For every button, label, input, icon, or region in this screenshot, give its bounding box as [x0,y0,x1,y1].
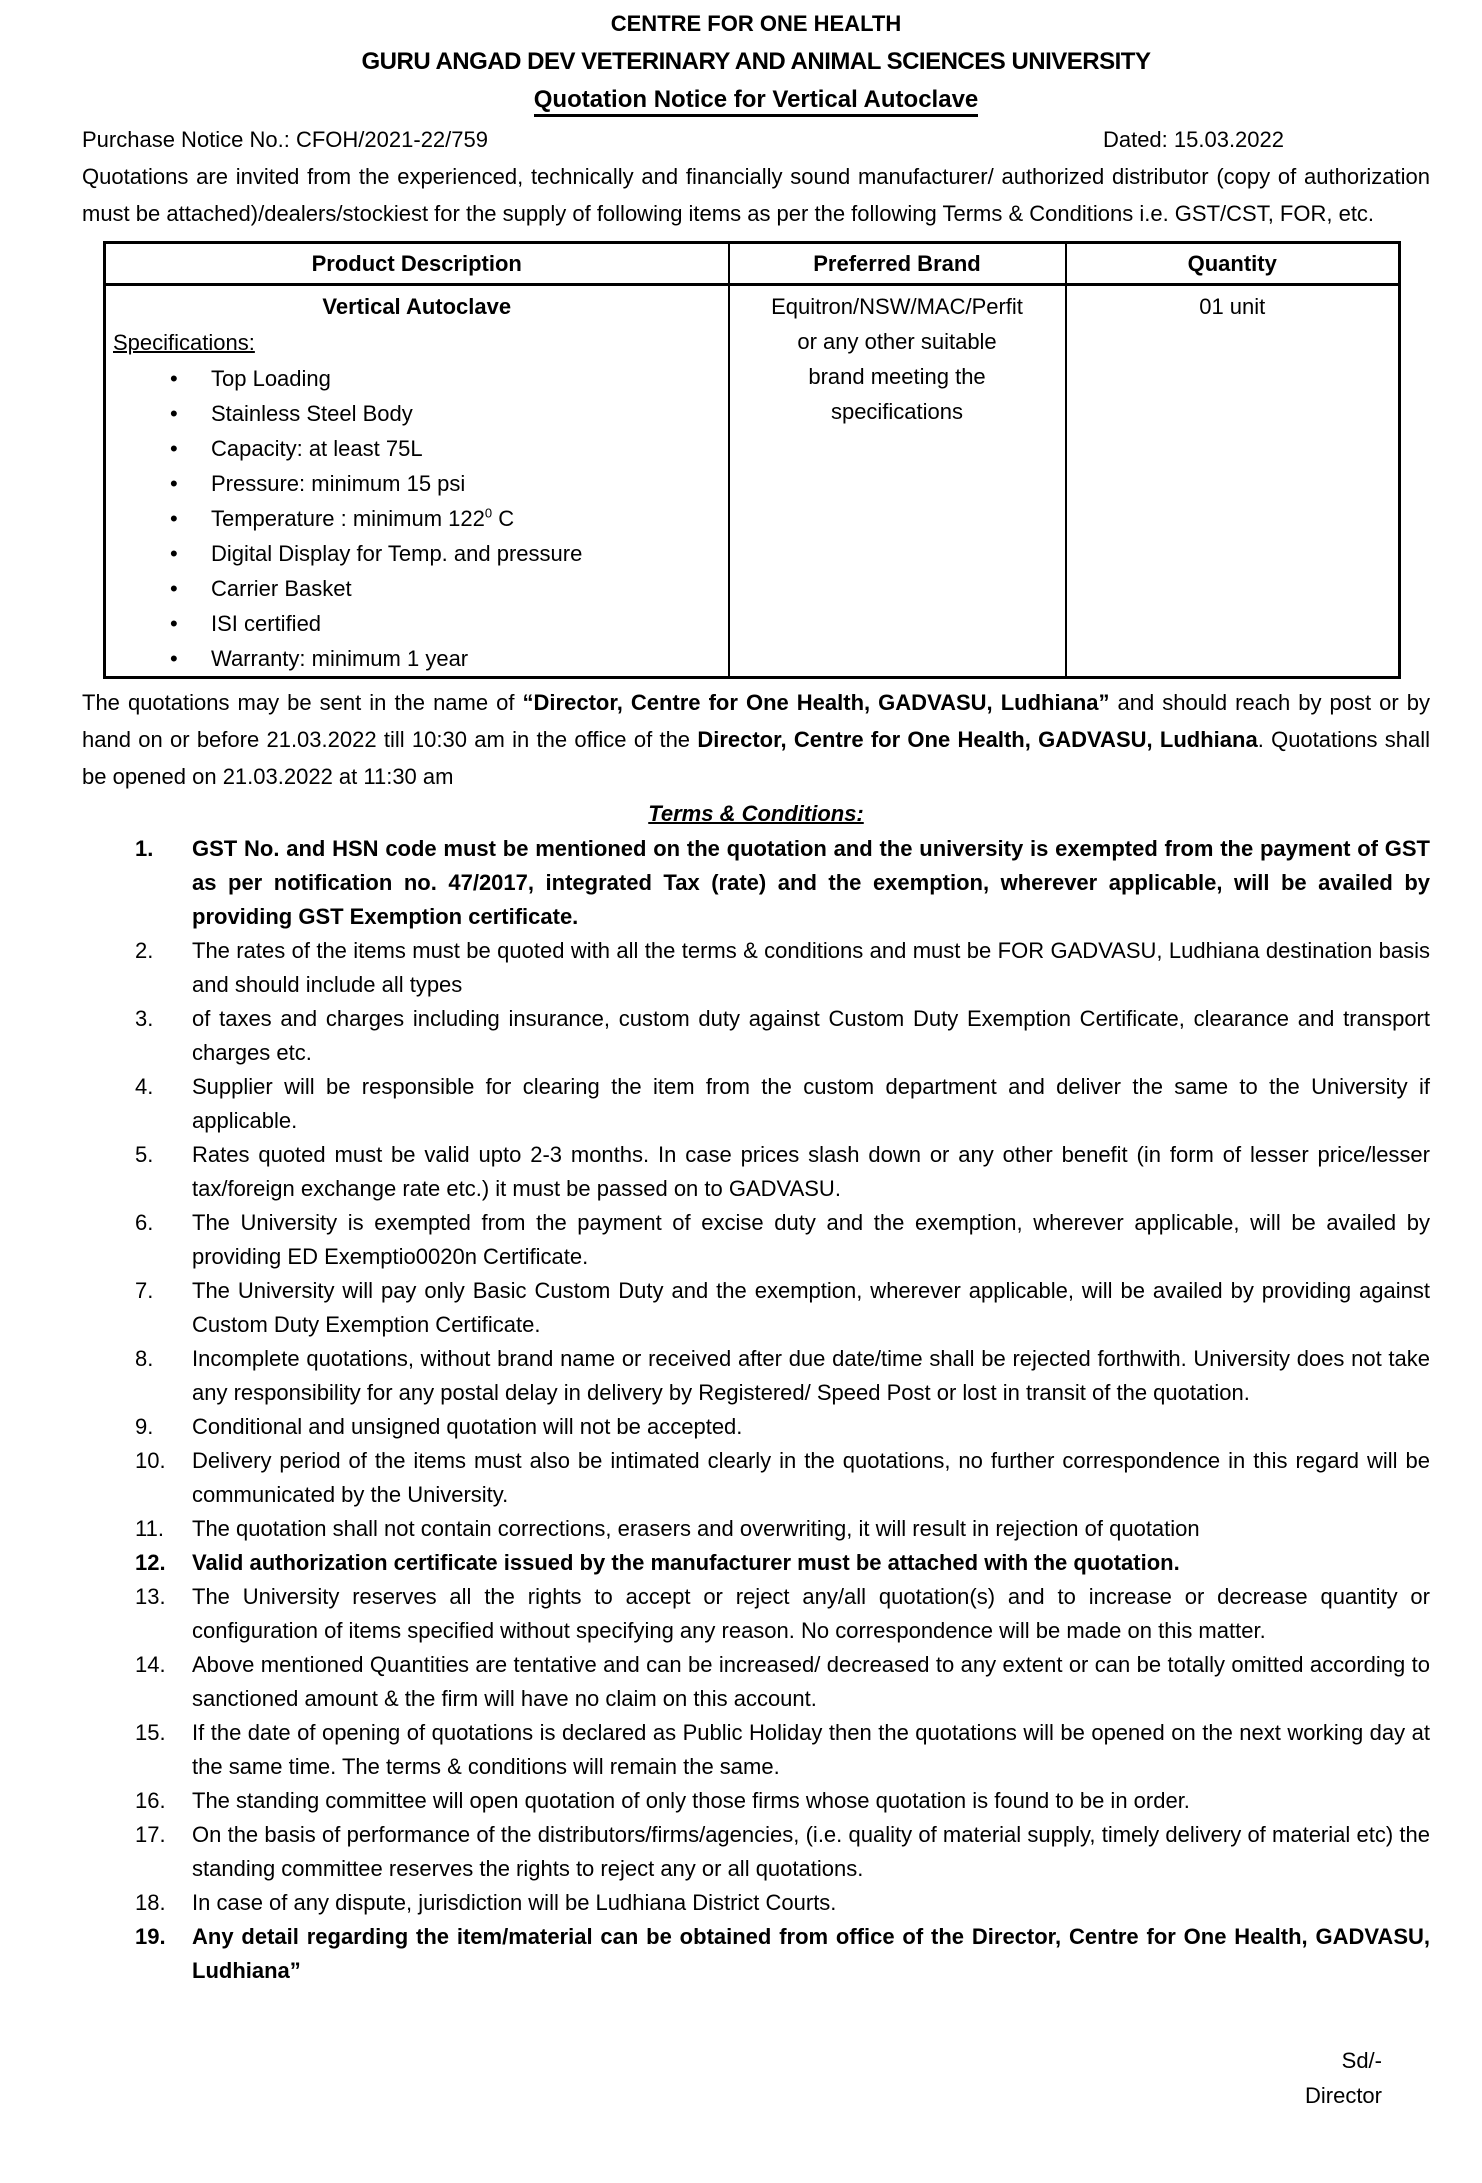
bullet-icon: • [170,366,178,391]
col-header-preferred-brand: Preferred Brand [729,243,1066,285]
purchase-notice-no: Purchase Notice No.: CFOH/2021-22/759 [82,127,488,152]
brand-line: Equitron/NSW/MAC/Perfit [771,294,1023,319]
dated: Dated: 15.03.2022 [1102,127,1284,152]
signature-block [82,2043,1382,2113]
spec-text: Stainless Steel Body [211,401,413,426]
term-row [82,1512,1430,1546]
closing-paragraph: The quotations may be sent in the name of “Director, Centre for One Health, GADVASU, Ludhiana” and should reach by post or by hand on or before 21.03.2022 till 10:30 am in the office of the Director, Centre for One Health, GADVASU, Ludhiana. Quotations shall be opened on 21.03.2022 at 11:30 am [82,690,1431,789]
term-number: 2. [135,938,154,963]
spec-text: Digital Display for Temp. and pressure [211,541,583,566]
spec-heading: Specifications: [113,330,255,355]
bullet-icon: • [170,506,178,531]
term-row [82,1138,1430,1206]
spec-item [106,431,728,466]
term-text: If the date of opening of quotations is declared as Public Holiday then the quotations will be opened on the next working day at the same time. The terms & conditions will remain the same. [192,1720,1430,1779]
spec-item [106,536,728,571]
bullet-icon: • [170,611,178,636]
spec-item [106,641,728,676]
term-row [82,1716,1430,1784]
brand-line: brand meeting the [808,364,986,389]
spec-text: Carrier Basket [211,576,352,601]
intro-paragraph: Quotations are invited from the experienced, technically and financially sound manufacturer/ authorized distributor (copy of authorization must be attached)/dealers/stockiest for the supply of following items as per the following Terms & Conditions i.e. GST/CST, FOR, etc. [82,164,1430,226]
term-text: Supplier will be responsible for clearing the item from the custom department and deliver the same to the University if applicable. [192,1074,1430,1133]
term-number: 5. [135,1142,154,1167]
term-number: 11. [135,1516,164,1541]
term-number: 19. [135,1924,166,1949]
quantity-value: 01 unit [1199,294,1266,319]
term-text: Above mentioned Quantities are tentative and can be increased/ decreased to any extent or can be totally omitted according to sanctioned amount & the firm will have no claim on this account. [192,1652,1430,1711]
term-number: 4. [135,1074,154,1099]
term-text: The University reserves all the rights to accept or reject any/all quotation(s) and to increase or decrease quantity or configuration of items specified without specifying any reason. No correspondence will be made on this matter. [192,1584,1430,1643]
spec-text: Top Loading [211,366,331,391]
bullet-icon: • [170,401,178,426]
spec-item [106,571,728,606]
meta-row [82,121,1430,158]
bullet-icon: • [170,541,178,566]
spec-text: Pressure: minimum 15 psi [211,471,466,496]
spec-item [106,606,728,641]
spec-item [106,361,728,396]
term-row [82,1580,1430,1648]
term-text: On the basis of performance of the distributors/firms/agencies, (i.e. quality of material supply, timely delivery of material etc) the standing committee reserves the rights to reject any or all quotations. [192,1822,1430,1881]
signature-sd: Sd/- [1341,2048,1382,2073]
term-number: 12. [135,1550,166,1575]
term-row [82,1886,1430,1920]
product-name: Vertical Autoclave [322,294,512,319]
quantity-cell [1066,285,1400,678]
term-number: 13. [135,1584,166,1609]
term-row [82,1342,1430,1410]
bullet-icon: • [170,471,178,496]
term-number: 8. [135,1346,154,1371]
terms-heading [82,795,1430,832]
table-header-row [105,243,1400,285]
notice-title-text: Quotation Notice for Vertical Autoclave [534,86,979,117]
term-text: Conditional and unsigned quotation will not be accepted. [192,1414,743,1439]
term-number: 1. [135,836,154,861]
brand-cell [729,285,1066,678]
term-text: The rates of the items must be quoted with all the terms & conditions and must be FOR GADVASU, Ludhiana destination basis and should include all types [192,938,1430,997]
term-number: 3. [135,1006,154,1031]
spec-text: Warranty: minimum 1 year [211,646,469,671]
col-header-quantity: Quantity [1066,243,1400,285]
spec-item [106,466,728,501]
term-row [82,934,1430,1002]
term-number: 7. [135,1278,154,1303]
spec-item [106,501,728,536]
header-university: GURU ANGAD DEV VETERINARY AND ANIMAL SCIENCES UNIVERSITY [361,48,1151,75]
term-text: The standing committee will open quotation of only those firms whose quotation is found to be in order. [192,1788,1190,1813]
term-row [82,1818,1430,1886]
col-header-product-description: Product Description [105,243,729,285]
spec-list [106,361,728,676]
terms-heading-text: Terms & Conditions: [648,801,864,826]
term-text: GST No. and HSN code must be mentioned on the quotation and the university is exempted from the payment of GST as per notification no. 47/2017, integrated Tax (rate) and the exemption, wherever applicable, will be availed by providing GST Exemption certificate. [192,836,1430,929]
term-text: Any detail regarding the item/material can be obtained from office of the Director, Centre for One Health, GADVASU, Ludhiana” [192,1924,1430,1983]
term-text: The University will pay only Basic Custom Duty and the exemption, wherever applicable, will be availed by providing against Custom Duty Exemption Certificate. [192,1278,1430,1337]
term-number: 14. [135,1652,166,1677]
spec-item [106,396,728,431]
brand-line: specifications [830,399,964,424]
term-row [82,1920,1430,1988]
term-text: Rates quoted must be valid upto 2-3 months. In case prices slash down or any other benefit (in form of lesser price/lesser tax/foreign exchange rate etc.) it must be passed on to GADVASU. [192,1142,1430,1201]
signature-title: Director [1304,2083,1382,2108]
term-row [82,1648,1430,1716]
term-text: Delivery period of the items must also be intimated clearly in the quotations, no further correspondence in this regard will be communicated by the University. [192,1448,1430,1507]
term-text: of taxes and charges including insurance, custom duty against Custom Duty Exemption Certificate, clearance and transport charges etc. [192,1006,1430,1065]
term-row [82,1002,1430,1070]
notice-title [82,81,1430,119]
brand-line: or any other suitable [797,329,997,354]
term-text: The University is exempted from the payment of excise duty and the exemption, wherever applicable, will be availed by providing ED Exemptio0020n Certificate. [192,1210,1430,1269]
product-cell [105,285,729,678]
brand-lines [730,286,1065,429]
term-row [82,1546,1430,1580]
term-row [82,1070,1430,1138]
term-row [82,1206,1430,1274]
spec-text: Temperature : minimum $122^0$ C [211,505,515,531]
spec-text: Capacity: at least 75L [211,436,423,461]
term-row [82,1444,1430,1512]
term-row [82,1410,1430,1444]
term-number: 17. [135,1822,166,1847]
term-number: 16. [135,1788,166,1813]
term-text: Incomplete quotations, without brand name or received after due date/time shall be rejected forthwith. University does not take any responsibility for any postal delay in delivery by Registered/ Speed Post or lost in transit of the quotation. [192,1346,1430,1405]
term-number: 18. [135,1890,166,1915]
term-number: 10. [135,1448,166,1473]
term-row [82,832,1430,934]
term-row [82,1274,1430,1342]
term-number: 6. [135,1210,154,1235]
term-number: 9. [135,1414,154,1439]
terms-list [82,832,1430,1988]
term-number: 15. [135,1720,166,1745]
quotation-table [103,241,1401,679]
table-row [105,285,1400,678]
spec-text: ISI certified [211,611,322,636]
bullet-icon: • [170,436,178,461]
term-text: The quotation shall not contain corrections, erasers and overwriting, it will result in rejection of quotation [192,1516,1200,1541]
header-org: CENTRE FOR ONE HEALTH [610,11,902,36]
term-row [82,1784,1430,1818]
bullet-icon: • [170,576,178,601]
term-text: In case of any dispute, jurisdiction will be Ludhiana District Courts. [192,1890,837,1915]
bullet-icon: • [170,646,178,671]
term-text: Valid authorization certificate issued by the manufacturer must be attached with the quotation. [192,1550,1180,1575]
